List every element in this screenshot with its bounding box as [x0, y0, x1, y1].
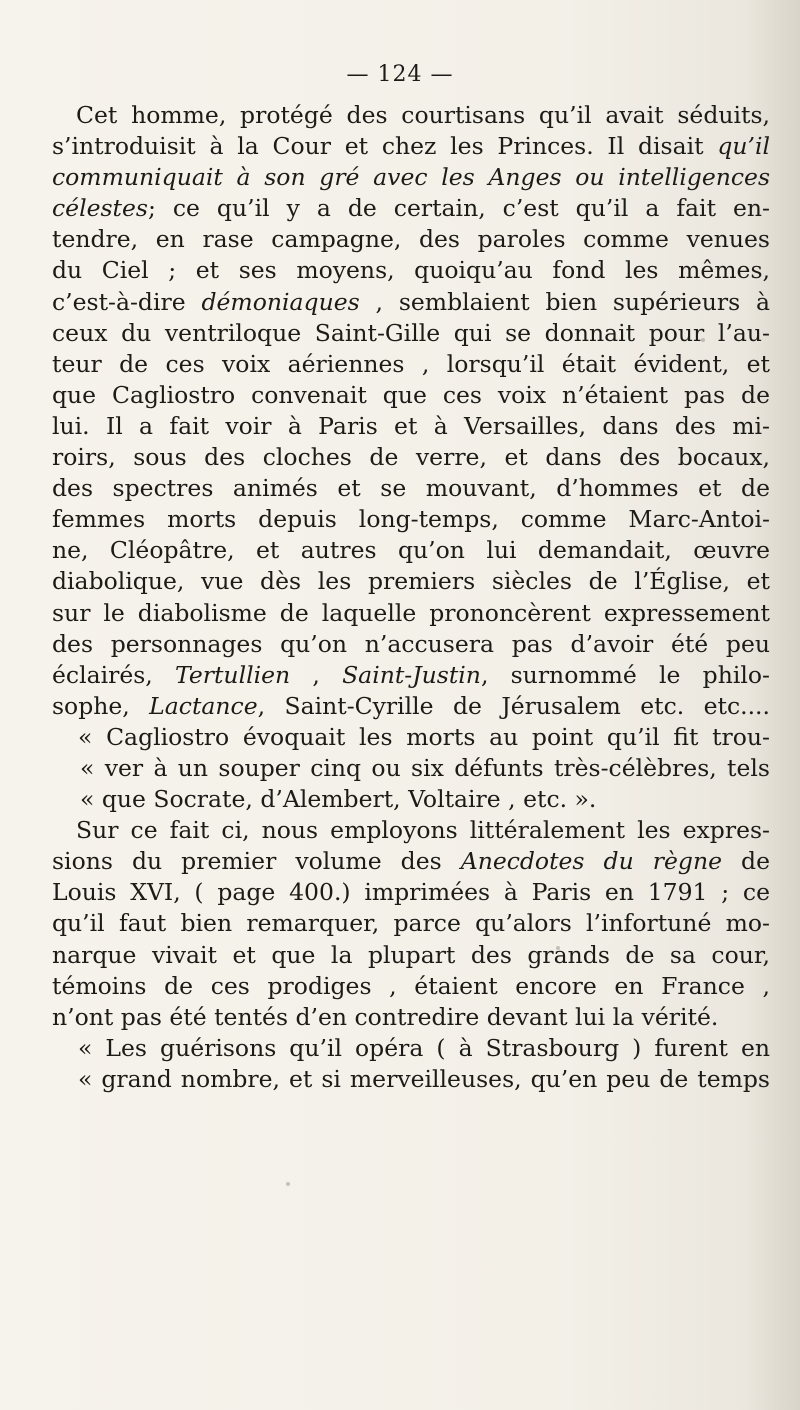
italic-run: qu’il — [717, 132, 770, 161]
text-run: qu’il faut bien remarquer, parce qu’alors l’infortuné mo- — [52, 909, 770, 938]
text-run: « Les guérisons qu’il opéra ( à Strasbourg ) furent en — [78, 1033, 770, 1062]
text-run: femmes morts depuis long-temps, comme Marc-Antoi- — [52, 505, 770, 534]
text-run: , Saint-Cyrille de Jérusalem etc. etc.... — [257, 691, 770, 720]
italic-run: Lactance — [149, 691, 258, 720]
italic-run: communiquait à son gré avec les Anges ou intelligences — [52, 163, 770, 192]
text-line — [52, 131, 770, 162]
text-run: éclairés, — [52, 660, 175, 689]
text-line — [52, 1002, 770, 1033]
text-run: Cet homme, protégé des courtisans qu’il avait séduits, — [76, 101, 770, 129]
text-line — [52, 1064, 770, 1095]
text-run: des personnages qu’on n’accusera pas d’avoir été peu — [52, 629, 770, 658]
paper-speck — [286, 1182, 290, 1186]
text-line — [52, 380, 770, 411]
italic-run: Anecdotes du règne — [460, 847, 722, 876]
text-run: sions du premier volume des — [52, 847, 461, 876]
text-line — [52, 411, 770, 442]
text-line — [52, 1033, 770, 1064]
text-run: tendre, en rase campagne, des paroles comme venues — [52, 225, 770, 254]
text-line — [52, 162, 770, 193]
text-line — [52, 598, 770, 629]
italic-run: Tertullien — [175, 660, 291, 689]
text-run: n’ont pas été tentés d’en contredire devant lui la vérité. — [52, 1002, 719, 1031]
text-line — [52, 753, 770, 784]
text-run: , surnommé le philo- — [480, 660, 770, 689]
text-run: témoins de ces prodiges , étaient encore en France , — [52, 971, 770, 1000]
italic-run: démoniaques — [201, 287, 360, 316]
text-run: du Ciel ; et ses moyens, quoiqu’au fond les mêmes, — [52, 256, 770, 285]
text-line — [52, 100, 770, 131]
text-line — [52, 442, 770, 473]
text-run: c’est-à-dire — [52, 287, 202, 316]
text-run: Sur ce fait ci, nous employons littéralement les expres- — [76, 816, 770, 845]
text-run: « grand nombre, et si merveilleuses, qu’en peu de temps — [78, 1064, 770, 1093]
text-run: , semblaient bien supérieurs à — [359, 287, 771, 316]
text-line — [52, 940, 770, 971]
text-run: lui. Il a fait voir à Paris et à Versailles, dans des mi- — [52, 411, 770, 440]
text-run: s’introduisit à la Cour et chez les Princes. Il disait — [52, 132, 718, 161]
text-line — [52, 971, 770, 1002]
text-line — [52, 566, 770, 597]
text-line — [52, 722, 770, 753]
text-run: ; ce qu’il y a de certain, c’est qu’il a fait en- — [147, 194, 770, 223]
text-run: , — [290, 660, 343, 689]
page-number: — 124 — — [346, 62, 454, 87]
text-run: « ver à un souper cinq ou six défunts très-célèbres, tels — [80, 753, 770, 782]
text-run: diabolique, vue dès les premiers siècles de l’Église, et — [52, 567, 770, 596]
text-line — [52, 815, 770, 846]
body-text — [52, 100, 770, 1095]
text-line — [52, 193, 770, 224]
paper-speck — [701, 338, 705, 342]
text-run: Louis XVI, ( page 400.) imprimées à Paris en 1791 ; ce — [52, 878, 770, 907]
text-line — [52, 629, 770, 660]
text-run: narque vivait et que la plupart des grands de sa cour, — [52, 940, 770, 969]
text-line — [52, 287, 770, 318]
text-line — [52, 877, 770, 908]
text-line — [52, 255, 770, 286]
text-line — [52, 473, 770, 504]
text-run: « Cagliostro évoquait les morts au point qu’il fit trou- — [78, 722, 770, 751]
text-run: ceux du ventriloque Saint-Gille qui se donnait pour l’au- — [52, 318, 770, 347]
text-run: teur de ces voix aériennes , lorsqu’il était évident, et — [52, 349, 770, 378]
text-run: de — [722, 847, 770, 876]
text-line — [52, 224, 770, 255]
text-run: sophe, — [52, 691, 150, 720]
text-run: des spectres animés et se mouvant, d’hommes et de — [52, 474, 770, 503]
text-run: que Cagliostro convenait que ces voix n’étaient pas de — [52, 380, 770, 409]
text-line — [52, 908, 770, 939]
text-line — [52, 349, 770, 380]
text-line — [52, 504, 770, 535]
text-run: ne, Cléopâtre, et autres qu’on lui demandait, œuvre — [52, 536, 770, 565]
text-run: sur le diabolisme de laquelle prononcèrent expressement — [52, 598, 770, 627]
text-run: roirs, sous des cloches de verre, et dans des bocaux, — [52, 443, 770, 472]
text-line — [52, 318, 770, 349]
paper-speck — [556, 946, 560, 950]
text-line — [52, 535, 770, 566]
text-line — [52, 784, 770, 815]
text-line — [52, 691, 770, 722]
text-line — [52, 660, 770, 691]
italic-run: Saint-Justin — [342, 660, 481, 689]
text-line — [52, 846, 770, 877]
italic-run: célestes — [52, 194, 148, 223]
text-run: « que Socrate, d’Alembert, Voltaire , etc. ». — [80, 785, 597, 814]
